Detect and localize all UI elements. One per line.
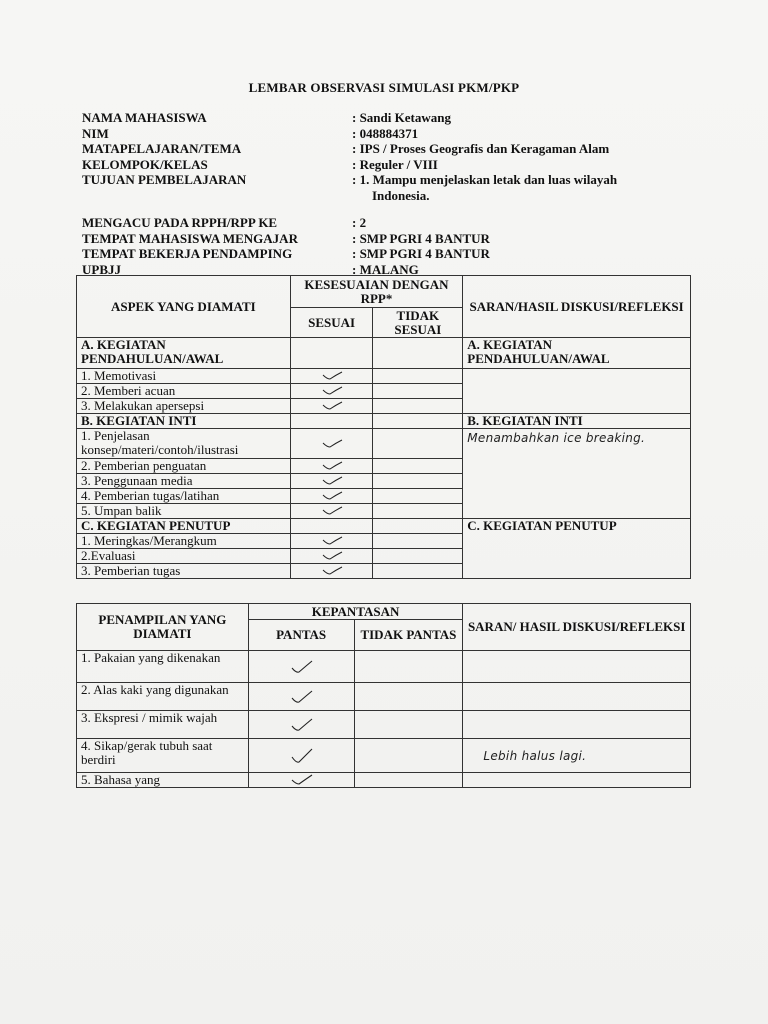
- info-value: : 2: [352, 215, 367, 230]
- info-row-objective-cont: [82, 188, 702, 204]
- info-value: : 048884371: [352, 125, 419, 141]
- aspect-row: 2. Memberi acuan: [77, 384, 291, 399]
- aspect-row: 1. Meringkas/Merangkum: [77, 534, 291, 549]
- check-mark: [290, 549, 373, 564]
- info-label: UPBJJ: [82, 261, 121, 277]
- appearance-row: 4. Sikap/gerak tubuh saat berdiri: [77, 739, 249, 773]
- info-row-class: [82, 157, 702, 173]
- header-tidak-sesuai: TIDAK SESUAI: [373, 308, 463, 338]
- aspect-row: 1. Memotivasi: [77, 369, 291, 384]
- saran-c-label: C. KEGIATAN PENUTUP: [463, 519, 691, 579]
- saran-a-label: A. KEGIATAN PENDAHULUAN/AWAL: [463, 338, 691, 369]
- aspect-row: 4. Pemberian tugas/latihan: [77, 489, 291, 504]
- check-mark: [248, 773, 354, 788]
- check-mark: [248, 683, 354, 711]
- header-kepantasan: KEPANTASAN: [248, 604, 463, 620]
- check-mark: [290, 369, 373, 384]
- info-row-school: [82, 231, 702, 247]
- info-value: : SMP PGRI 4 BANTUR: [352, 246, 490, 261]
- section-c-label: C. KEGIATAN PENUTUP: [77, 519, 291, 534]
- info-value: : SMP PGRI 4 BANTUR: [352, 230, 490, 246]
- info-value: : 1. Mampu menjelaskan letak dan luas wilayah: [352, 172, 618, 187]
- aspect-row: 2. Pemberian penguatan: [77, 459, 291, 474]
- info-value: : Sandi Ketawang: [352, 110, 451, 125]
- info-label: TEMPAT MAHASISWA MENGAJAR: [82, 230, 298, 246]
- appearance-row: 1. Pakaian yang dikenakan: [77, 651, 249, 683]
- check-mark: [248, 711, 354, 739]
- check-mark: [290, 399, 373, 414]
- check-mark: [248, 651, 354, 683]
- check-mark: [290, 384, 373, 399]
- aspect-row: 2.Evaluasi: [77, 549, 291, 564]
- info-value: : MALANG: [352, 261, 419, 277]
- info-label: NIM: [82, 125, 109, 141]
- info-label: TEMPAT BEKERJA PENDAMPING: [82, 246, 293, 261]
- appearance-table: [76, 603, 691, 788]
- info-value: : IPS / Proses Geografis dan Keragaman Alam: [352, 141, 610, 156]
- info-label: TUJUAN PEMBELAJARAN: [82, 172, 247, 187]
- info-value: : Reguler / VIII: [352, 156, 438, 172]
- check-mark: [290, 489, 373, 504]
- header-saran: SARAN/HASIL DISKUSI/REFLEKSI: [463, 276, 691, 338]
- aspect-row: 3. Melakukan apersepsi: [77, 399, 291, 414]
- aspect-row: 3. Penggunaan media: [77, 474, 291, 489]
- info-row-subject: [82, 141, 702, 157]
- appearance-row: 3. Ekspresi / mimik wajah: [77, 711, 249, 739]
- info-row-name: [82, 110, 702, 126]
- header-kesesuaian: KESESUAIAN DENGAN RPP*: [290, 276, 463, 308]
- info-label: MENGACU PADA RPPH/RPP KE: [82, 215, 278, 230]
- section-a-label: A. KEGIATAN PENDAHULUAN/AWAL: [77, 338, 291, 369]
- info-label: KELOMPOK/KELAS: [82, 156, 208, 172]
- info-label: MATAPELAJARAN/TEMA: [82, 141, 242, 156]
- appearance-row: 5. Bahasa yang: [77, 773, 249, 788]
- info-row-rpp: [82, 215, 702, 231]
- info-label: NAMA MAHASISWA: [82, 110, 207, 125]
- aspect-row: 5. Umpan balik: [77, 504, 291, 519]
- document-title: LEMBAR OBSERVASI SIMULASI PKM/PKP: [248, 80, 520, 95]
- check-mark: [290, 474, 373, 489]
- aspect-row: 3. Pemberian tugas: [77, 564, 291, 579]
- check-mark: [290, 564, 373, 579]
- info-value: Indonesia.: [372, 187, 430, 203]
- check-mark: [290, 504, 373, 519]
- info-row-mentor-school: [82, 246, 702, 262]
- info-row-nim: [82, 126, 702, 142]
- handwritten-note-b: Menambahkan ice breaking.: [467, 431, 646, 445]
- header-sesuai: SESUAI: [290, 308, 373, 338]
- section-b-label: B. KEGIATAN INTI: [77, 414, 291, 429]
- header-tidak-pantas: TIDAK PANTAS: [354, 620, 463, 651]
- check-mark: [290, 429, 373, 459]
- check-mark: [248, 739, 354, 773]
- student-info: [82, 110, 702, 277]
- header-aspek: ASPEK YANG DIAMATI: [77, 276, 291, 338]
- aspect-row: 1. Penjelasan konsep/materi/contoh/ilustrasi: [77, 429, 291, 459]
- handwritten-note-sikap: Lebih halus lagi.: [483, 748, 587, 763]
- header-pantas: PANTAS: [248, 620, 354, 651]
- header-penampilan: PENAMPILAN YANG DIAMATI: [77, 604, 249, 651]
- appearance-row: 2. Alas kaki yang digunakan: [77, 683, 249, 711]
- header-saran: SARAN/ HASIL DISKUSI/REFLEKSI: [463, 604, 691, 651]
- check-mark: [290, 534, 373, 549]
- saran-b-label: B. KEGIATAN INTI: [463, 414, 691, 429]
- check-mark: [290, 459, 373, 474]
- info-row-objective: [82, 172, 702, 188]
- observation-table: [76, 275, 691, 579]
